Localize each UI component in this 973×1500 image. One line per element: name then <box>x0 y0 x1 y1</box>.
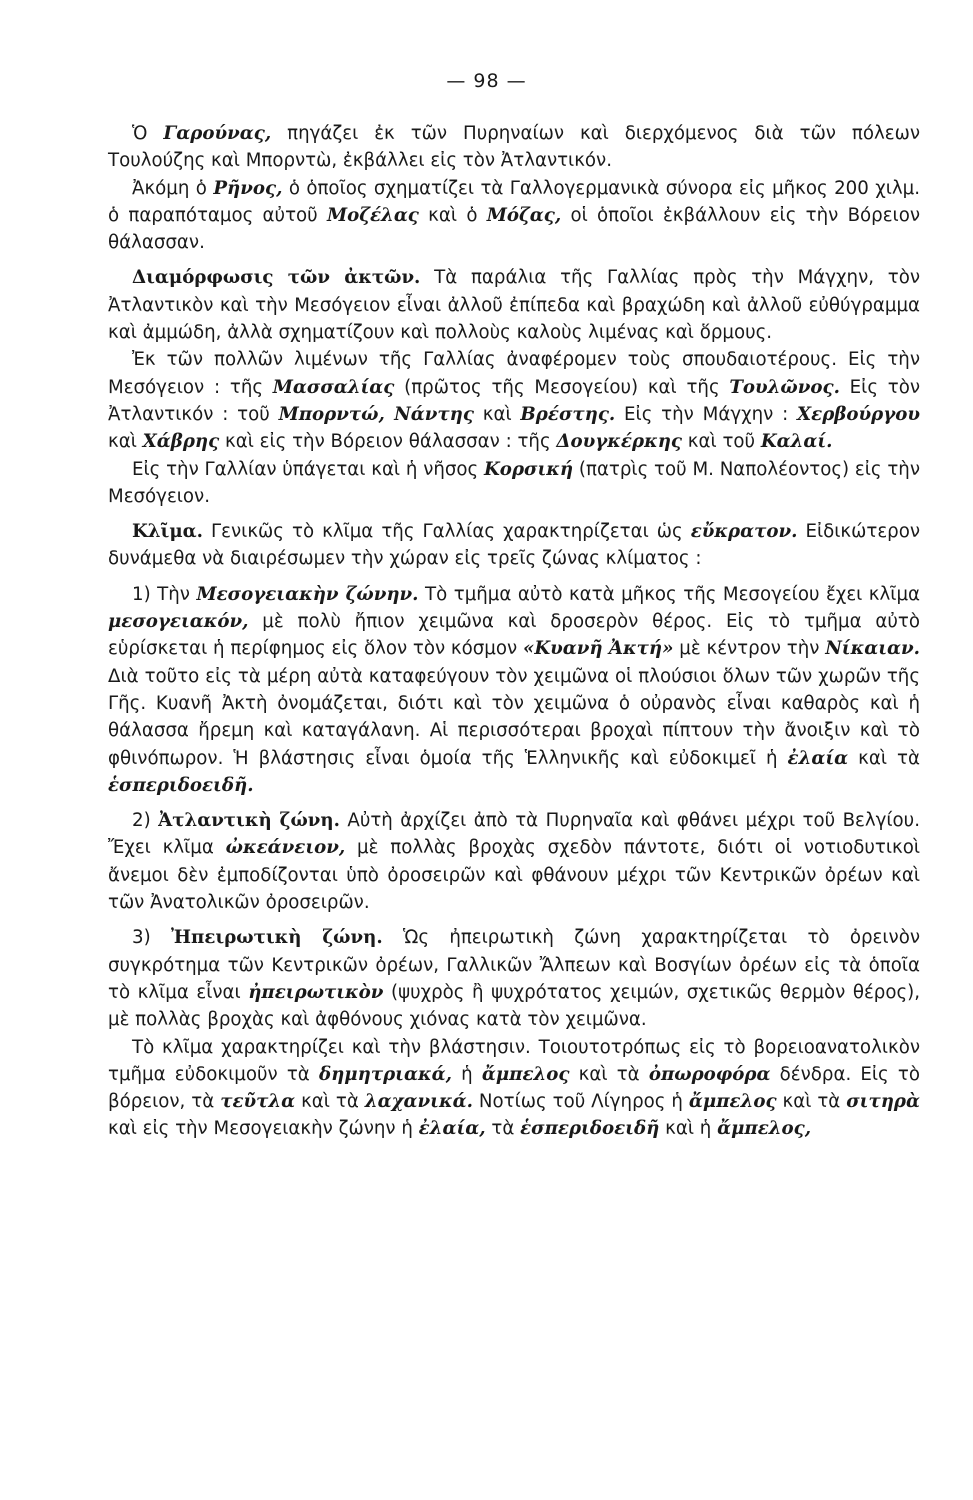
emphasis-term: ὀπωροφόρα <box>648 1063 771 1085</box>
emphasis-term: Δουγκέρκης <box>556 431 683 453</box>
emphasis-term: «Κυανῆ Ἀκτή» <box>522 638 674 660</box>
emphasis-term: ἐλαία, <box>418 1118 486 1140</box>
text-run: καὶ τὰ <box>295 1091 365 1113</box>
emphasis-term: Τουλῶνος. <box>729 376 840 398</box>
text-run: καὶ <box>108 431 143 453</box>
text-run: Αὐτὴ ἀρχίζει ἀπὸ τὰ Πυρηναῖα καὶ φθάνει μέχρι τοῦ Βελγίου. Ἔχει κλῖμα <box>108 810 920 859</box>
paragraph <box>108 120 920 175</box>
text-run: 1) Τὴν <box>132 583 197 605</box>
text-run: καὶ τὰ <box>776 1091 847 1113</box>
text-run: Γενικῶς τὸ κλῖμα τῆς Γαλλίας χαρακτηρίζεται ὡς <box>203 521 691 543</box>
emphasis-term: Καλαί. <box>760 431 833 453</box>
emphasis-term: Χερβούργου <box>797 403 920 425</box>
emphasis-term: δημητριακά, <box>318 1063 452 1085</box>
emphasis-term: τεῦτλα <box>220 1091 296 1113</box>
text-run: ἡ <box>451 1063 482 1085</box>
text-run: καὶ εἰς τὴν Μεσογειακὴν ζώνην ἡ <box>108 1118 419 1140</box>
emphasis-term: ἐλαία <box>787 747 849 769</box>
emphasis-term: ἠπειρωτικὸν <box>248 981 384 1003</box>
text-run: Εἰδικώτερον δυνάμεθα νὰ διαιρέσωμεν τὴν χώραν εἰς τρεῖς ζώνας κλίματος : <box>108 521 920 570</box>
emphasis-term: Μπορντώ, Νάντης <box>278 403 474 425</box>
text-run: Διὰ τοῦτο εἰς τὰ μέρη αὐτὰ καταφεύγουν τὸν χειμῶνα οἱ πλούσιοι ὅλων τῶν χωρῶν τῆς Γῆς. Κυανῆ Ἀκτὴ ὀνομάζεται, διότι καὶ τὸν χειμῶνα ὁ οὐρανὸς εἶναι καθαρὸς καὶ ἡ θάλασσα ἤρεμη καὶ καταγάλανη. Αἱ περισσότεραι βροχαὶ πίπτουν τὴν ἄνοιξιν καὶ τὸ φθινόπωρον. Ἡ βλάστησις εἶναι ὁμοία τῆς Ἑλληνικῆς καὶ εὐδοκιμεῖ ἡ <box>108 665 920 769</box>
emphasis-term: ἑσπεριδοειδῆ <box>520 1118 660 1140</box>
text-run: καὶ εἰς τὴν Βόρειον θάλασσαν : τῆς <box>219 431 557 453</box>
paragraph <box>108 1034 920 1143</box>
emphasis-term: Μοζέλας <box>326 204 419 226</box>
emphasis-term: Ρῆνος, <box>213 177 283 199</box>
text-run: 2) <box>132 810 159 832</box>
body-text <box>108 120 920 1143</box>
text-run: μὲ κέντρον τὴν <box>673 638 826 660</box>
text-run: Τὸ τμῆμα αὐτὸ κατὰ μῆκος τῆς Μεσογείου ἔχει κλῖμα <box>418 583 921 605</box>
text-run: τὰ <box>485 1118 521 1140</box>
text-run: καὶ τὰ <box>569 1063 649 1085</box>
emphasis-term: σιτηρὰ <box>846 1091 921 1113</box>
text-run: Ὁ <box>132 123 164 144</box>
text-run: καὶ τοῦ <box>682 431 761 453</box>
emphasis-term: ἄμπελος, <box>717 1118 812 1140</box>
paragraph <box>108 924 920 1033</box>
section-heading: Κλῖμα. <box>132 521 204 543</box>
text-run: Τὸ κλῖμα χαρακτηρίζει καὶ τὴν βλάστησιν. Τοιουτοτρόπως εἰς τὸ βορειοανατολικὸν τμῆμα εὐδοκιμοῦν τὰ <box>108 1036 920 1085</box>
section-heading: Ἀτλαντικὴ ζώνη. <box>158 810 340 832</box>
paragraph <box>108 456 920 511</box>
emphasis-term: Μασσαλίας <box>272 376 395 398</box>
emphasis-term: ἑσπεριδοειδῆ. <box>108 774 254 796</box>
text-run: Ὡς ἠπειρωτικὴ ζώνη χαρακτηρίζεται τὸ ὀρεινὸν συγκρότημα τῶν Κεντρικῶν ὀρέων, Γαλλικῶν Ἄλπεων καὶ Βοσγίων ὀρέων εἰς τὰ ὁποῖα τὸ κλῖμα εἶναι <box>108 927 920 1003</box>
paragraph <box>108 807 920 916</box>
emphasis-term: λαχανικά. <box>364 1091 473 1113</box>
emphasis-term: Χάβρης <box>142 431 220 453</box>
text-run: μὲ πολλὰς βροχὰς σχεδὸν πάντοτε, διότι οἱ νοτιοδυτικοὶ ἄνεμοι δὲν ἐμποδίζονται ὑπὸ ὀροσειρῶν καὶ φθάνουν μέχρι τῶν Κεντρικῶν ὀρέων καὶ τῶν Ἀνατολικῶν ὀροσειρῶν. <box>108 837 920 914</box>
paragraph <box>108 175 920 257</box>
text-run: Εἰς τὸν Ἀτλαντικόν : τοῦ <box>108 376 920 425</box>
text-run: Εἰς τὴν Γαλλίαν ὑπάγεται καὶ ἡ νῆσος <box>132 458 484 480</box>
section-heading: Διαμόρφωσις τῶν ἀκτῶν. <box>132 267 421 289</box>
emphasis-term: Κορσική <box>484 458 574 480</box>
paragraph <box>108 264 920 346</box>
section-heading: Ἠπειρωτικὴ ζώνη. <box>171 927 383 949</box>
text-run: (πρῶτος τῆς Μεσογείου) καὶ τῆς <box>394 376 730 398</box>
paragraph <box>108 518 920 573</box>
text-run: πηγάζει ἐκ τῶν Πυρηναίων καὶ διερχόμενος διὰ τῶν πόλεων Τουλούζης καὶ Μπορντὼ, ἐκβάλλει εἰς τὸν Ἀτλαντικόν. <box>108 123 920 172</box>
emphasis-term: Γαρούνας, <box>163 123 272 144</box>
text-run: καὶ <box>473 403 521 425</box>
emphasis-term: Μεσογειακὴν ζώνην. <box>196 583 419 605</box>
text-run: (πατρὶς τοῦ Μ. Ναπολέοντος) εἰς τὴν Μεσόγειον. <box>108 458 920 507</box>
paragraph <box>108 346 920 455</box>
text-run: Τὰ παράλια τῆς Γαλλίας πρὸς τὴν Μάγχην, τὸν Ἀτλαντικὸν καὶ τὴν Μεσόγειον εἶναι ἀλλοῦ ἐπίπεδα καὶ βραχώδη καὶ ἀλλοῦ εὐθύγραμμα καὶ ἀμμώδη, ἀλλὰ σχηματίζουν καὶ πολλοὺς καλοὺς λιμένας καὶ ὅρμους. <box>108 267 921 344</box>
text-run: Νοτίως τοῦ Λίγηρος ἡ <box>472 1091 689 1113</box>
text-run: οἱ ὁποῖοι ἐκβάλλουν εἰς τὴν Βόρειον θάλασσαν. <box>108 204 920 254</box>
emphasis-term: ὠκεάνειον, <box>225 837 346 859</box>
paragraph <box>108 581 920 799</box>
text-run: 3) <box>132 927 172 949</box>
text-run: Ἐκ τῶν πολλῶν λιμένων τῆς Γαλλίας ἀναφέρομεν τοὺς σπουδαιοτέρους. Εἰς τὴν Μεσόγειον : τῆς <box>108 349 920 398</box>
text-run: καὶ τὰ <box>848 747 920 769</box>
text-run: μὲ πολὺ ἤπιον χειμῶνα καὶ δροσερὸν θέρος. Εἰς τὸ τμῆμα αὐτὸ εὑρίσκεται ἡ περίφημος εἰς ὅλον τὸν κόσμον <box>108 611 920 660</box>
text-run: Εἰς τὴν Μάγχην : <box>615 403 798 425</box>
text-run: καὶ ὁ <box>418 204 487 226</box>
text-run: Ἀκόμη ὁ <box>132 177 214 199</box>
text-run: ὁ ὁποῖος σχηματίζει τὰ Γαλλογερμανικὰ σύνορα εἰς μῆκος 200 χιλμ. ὁ παραπόταμος αὐτοῦ <box>108 177 920 226</box>
emphasis-term: Νίκαιαν. <box>825 638 920 660</box>
text-run: (ψυχρὸς ἢ ψυχρότατος χειμών, σχετικῶς θερμὸν θέρος), μὲ πολλὰς βροχὰς καὶ ἀφθόνους χιόνας κατὰ τὸν χειμῶνα. <box>108 981 920 1031</box>
emphasis-term: Μόζας, <box>486 204 562 226</box>
page-number: — 98 — <box>446 70 527 92</box>
emphasis-term: ἄμπελος <box>688 1091 777 1113</box>
emphasis-term: εὔκρατον. <box>690 521 798 543</box>
emphasis-term: μεσογειακόν, <box>108 611 249 633</box>
text-run: καὶ ἡ <box>659 1118 718 1140</box>
text-run: δένδρα. Εἰς τὸ βόρειον, τὰ <box>108 1063 920 1113</box>
emphasis-term: Βρέστης. <box>520 403 616 425</box>
emphasis-term: ἄμπελος <box>481 1063 570 1085</box>
